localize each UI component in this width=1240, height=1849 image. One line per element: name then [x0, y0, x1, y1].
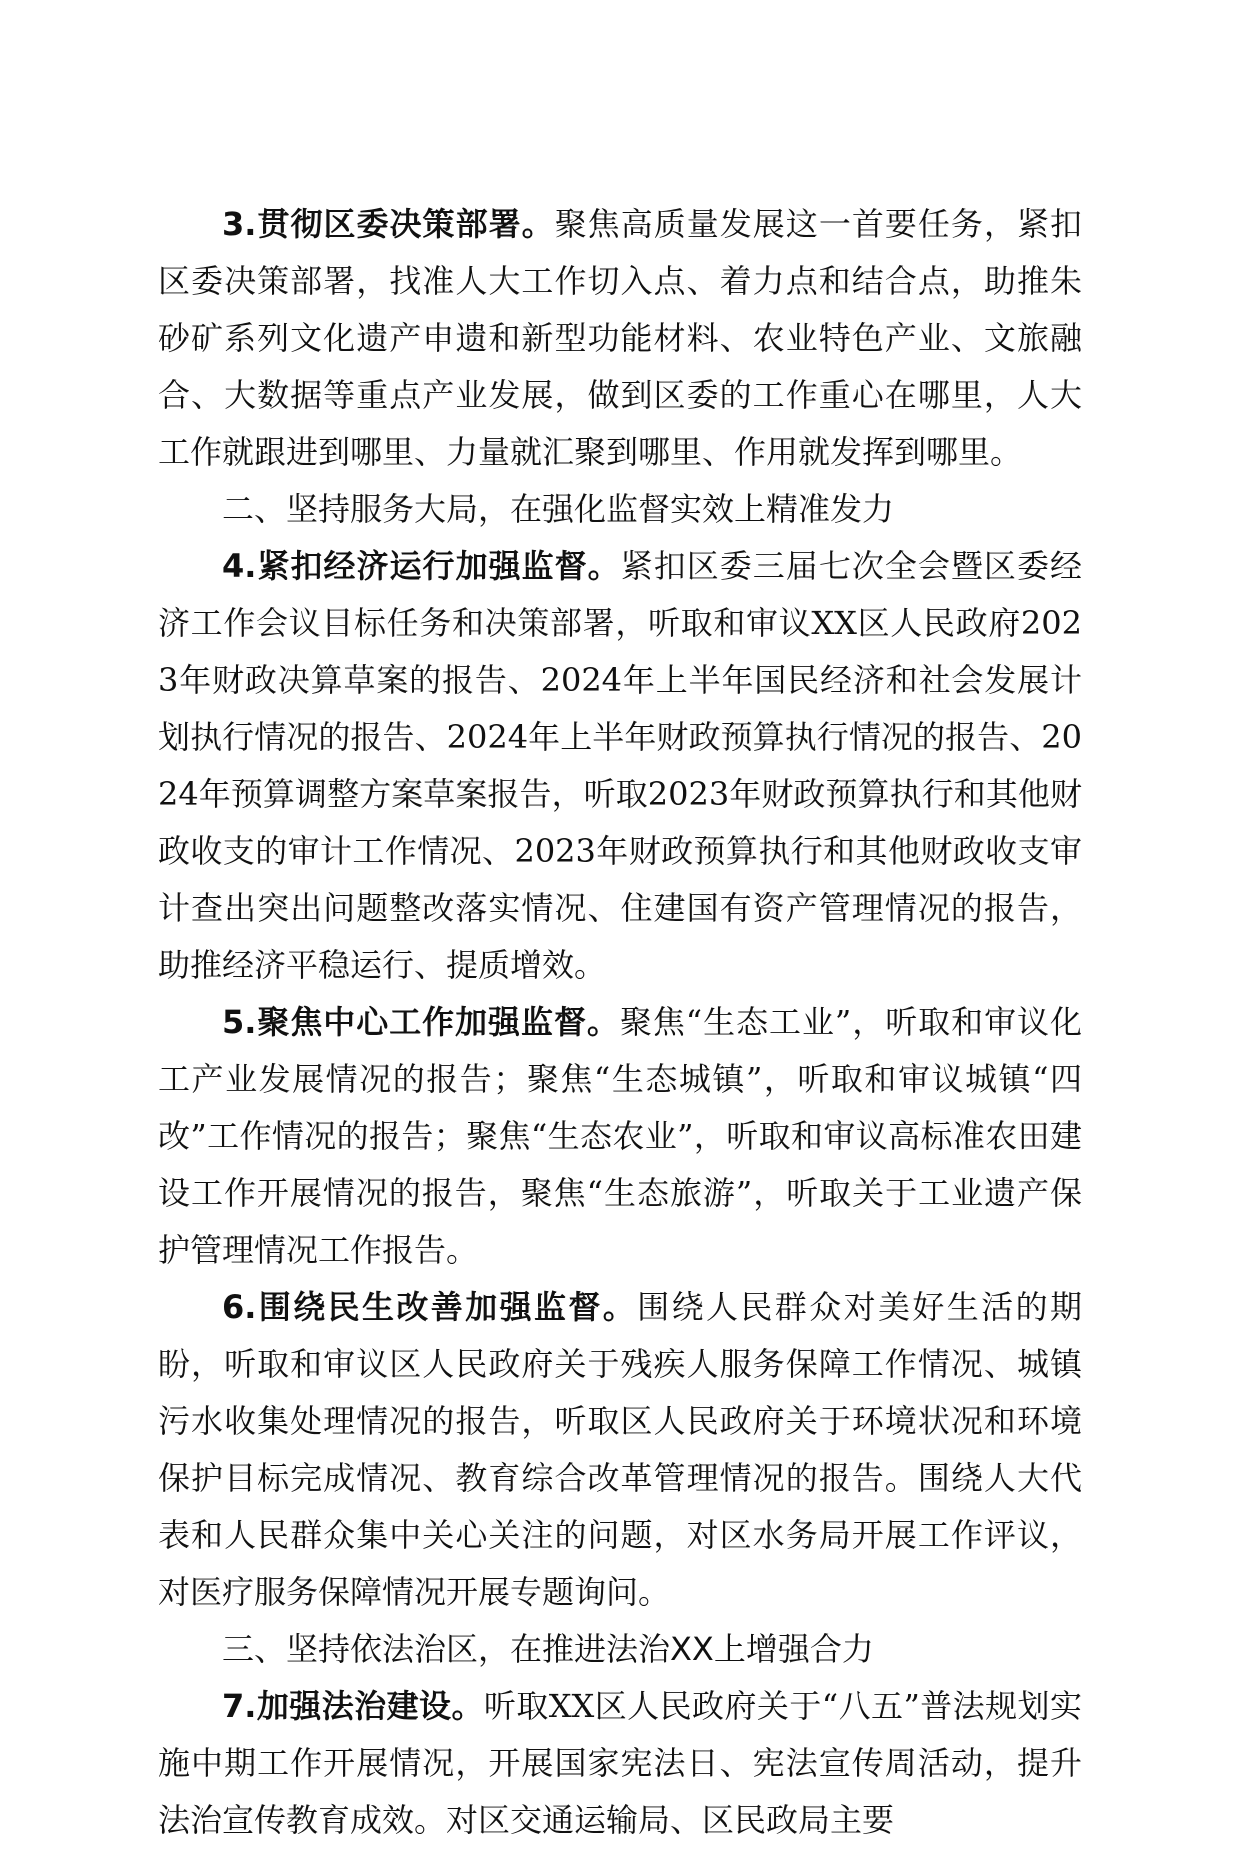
paragraph-lead: 3.贯彻区委决策部署。: [222, 205, 555, 243]
document-body: [158, 196, 1082, 1849]
section-heading-2: 二、坚持服务大局，在强化监督实效上精准发力: [222, 490, 895, 528]
paragraph-text: 紧扣区委三届七次全会暨区委经济工作会议目标任务和决策部署，听取和审议XX区人民政府2023年财政决算草案的报告、2024年上半年国民经济和社会发展计划执行情况的报告、2024年上半年财政预算执行情况的报告、2024年预算调整方案草案报告，听取2023年财政预算执行和其他财政收支的审计工作情况、2023年财政预算执行和其他财政收支审计查出突出问题整改落实情况、住建国有资产管理情况的报告，助推经济平稳运行、提质增效。: [158, 547, 1082, 984]
paragraph-7: [158, 1678, 1082, 1849]
paragraph-lead: 5.聚焦中心工作加强监督。: [222, 1003, 620, 1041]
paragraph-text: 聚焦“生态工业”，听取和审议化工产业发展情况的报告；聚焦“生态城镇”，听取和审议城镇“四改”工作情况的报告；聚焦“生态农业”，听取和审议高标准农田建设工作开展情况的报告，聚焦“生态旅游”，听取关于工业遗产保护管理情况工作报告。: [158, 1003, 1082, 1269]
paragraph-lead: 4.紧扣经济运行加强监督。: [222, 547, 621, 585]
paragraph-6: [158, 1279, 1082, 1621]
paragraph-3: [158, 196, 1082, 481]
paragraph-text: 听取XX区人民政府关于“八五”普法规划实施中期工作开展情况，开展国家宪法日、宪法宣传周活动，提升法治宣传教育成效。对区交通运输局、区民政局主要: [158, 1687, 1082, 1839]
paragraph-text: 聚焦高质量发展这一首要任务，紧扣区委决策部署，找准人大工作切入点、着力点和结合点，助推朱砂矿系列文化遗产申遗和新型功能材料、农业特色产业、文旅融合、大数据等重点产业发展，做到区委的工作重心在哪里，人大工作就跟进到哪里、力量就汇聚到哪里、作用就发挥到哪里。: [158, 205, 1082, 471]
paragraph-lead: 7.加强法治建设。: [222, 1687, 484, 1725]
paragraph-4: [158, 538, 1082, 994]
paragraph-5: [158, 994, 1082, 1279]
paragraph-lead: 6.围绕民生改善加强监督。: [222, 1288, 638, 1326]
section-heading-3: 三、坚持依法治区，在推进法治XX上增强合力: [222, 1630, 874, 1668]
paragraph-text: 围绕人民群众对美好生活的期盼，听取和审议区人民政府关于残疾人服务保障工作情况、城镇污水收集处理情况的报告，听取区人民政府关于环境状况和环境保护目标完成情况、教育综合改革管理情况的报告。围绕人大代表和人民群众集中关心关注的问题，对区水务局开展工作评议，对医疗服务保障情况开展专题询问。: [158, 1288, 1082, 1611]
